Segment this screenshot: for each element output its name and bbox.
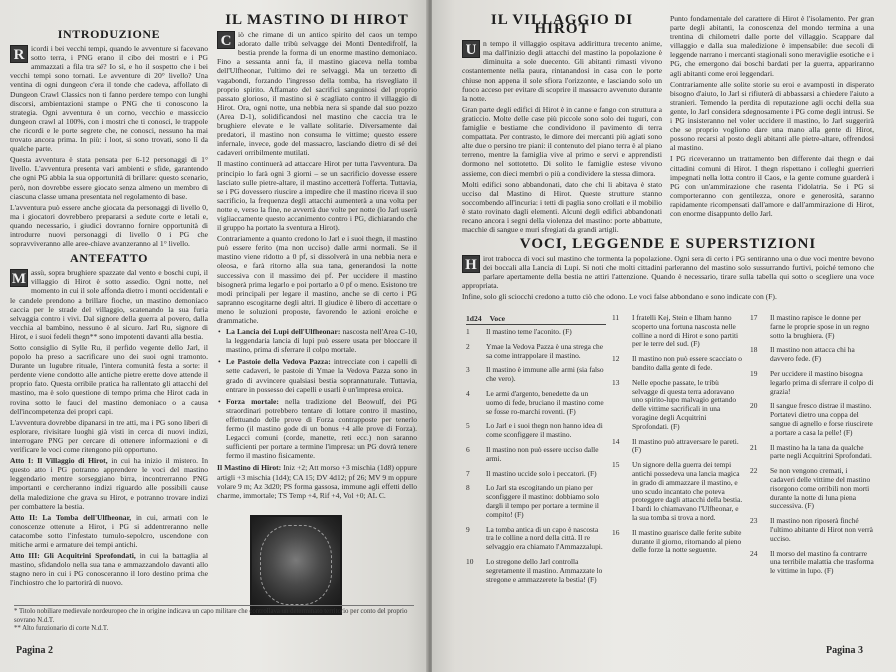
rumor-number: 16 — [612, 527, 620, 537]
page-number-right: Pagina 3 — [826, 645, 863, 656]
rumor-text: Il sangue fresco distrae il mastino. Portatevi dietro una coppa del sangue di agnello e forse riuscirete a portare a casa la pelle! (F) — [770, 401, 873, 437]
rumor-number: 18 — [750, 345, 758, 355]
rumor-number: 15 — [612, 460, 620, 470]
page-number-left: Pagina 2 — [16, 645, 53, 656]
footnote-1: * Titolo nobiliare medievale nordeuropeo che in origine indicava un capo militare che controllava un determinato territorio per conto del proprio sovrano N.d.T. — [14, 608, 408, 624]
rumor-number: 2 — [466, 341, 470, 351]
voci-paragraph-2: Infine, solo gli sciocchi credono a tutto ciò che odono. Le voci false abbondano e sono indicate con (F). — [462, 292, 777, 302]
rumor-number: 1 — [466, 327, 470, 336]
rumor-text: I fratelli Kej, Stein e Ilham hanno scoperto una fortuna nascosta nelle colline a nord di Hirot e sono partiti per le terre del sud. (F) — [632, 313, 739, 349]
rumor-number: 24 — [750, 548, 758, 558]
villaggio-paragraph-4: Punto fondamentale del carattere di Hirot è l'isolamento. Per gran parte degli abitanti, la conoscenza del mondo termina a una trentina di chilometri dalle porte del villaggio. Scappare dal villaggio e dalla sua maledizione è impensabile: due secoli di leggende narrano i mercanti stagionali sono meraviglie esotiche e i PG, che emergono dai boschi bardati per la guerra, appariranno agli abitanti come eroi leggendari. — [670, 14, 874, 78]
villaggio-paragraph-6: I PG riceveranno un trattamento ben differente dai thegn e dai cittadini comuni di Hirot. I thegn rispettano i colleghi guerrieri impegnati nella lotta contro il Caos, e la gente comune guarderà i PG con un'ammirazione che rasenta l'idolatria. Se i PG si comporteranno con gentilezza, onore e generosità, saranno rapidamente ricompensati dall'amore e dall'ammirazione di Hirot, con enorme disappunto dello Jarl. — [670, 154, 874, 218]
antefatto-heading: ANTEFATTO — [69, 251, 149, 266]
bullet-lancia: • La Lancia dei Lupi dell'Ulfheonar: nascosta nell'Area C-10, la leggendaria lancia di lupi può essere usata per bloccare il mastino, prima di sferrare il colpo mortale. — [217, 327, 417, 354]
rumor-text: Il mastino uccide solo i peccatori. (F) — [486, 468, 597, 478]
rumor-text: Il mastino non riposerà finché l'ultimo abitante di Hirot non verrà ucciso. — [770, 516, 873, 543]
rumor-number: 13 — [612, 377, 620, 387]
stat-block: Il Mastino di Hirot: Iniz +2; Att morso +3 mischia (1d8) oppure artigli +3 mischia (1d4); CA 15; DV 4d12; pf 26; MV 9 m oppure volare 9 m; Az 3d20; PS forma gassosa, immune agli effetti dello charme, immortale; TS Temp +4, Rif +4, Vol +0; AL C. — [217, 463, 417, 500]
right-column-2 — [670, 14, 874, 236]
rumor-number: 10 — [466, 556, 474, 566]
intro-paragraph-2: Questa avventura è stata pensata per 6-12 personaggi di 1° livello. L'avventura presenta vari ambienti e sfide, garantendo che ogni PG abbia la sua opportunità di brillare: questo scenario, però, non dovrebbe essere giocato senza almeno un membro di ciascuna classe umana presentata nel regolamento di base. — [10, 155, 208, 201]
hound-face-illustration — [250, 515, 342, 615]
mastino-paragraph-2: Il mastino continuerà ad attaccare Hirot per tutta l'avventura. Da principio lo farà ogni 3 giorni – se un sacrificio dovesse essere lasciato sulle pietre-altare, il mastino accetterà l'offerta. Tuttavia, se i PG dovessero riuscire a impedire che il mastino riceva il suo sacrificio, la frequenza degli attacchi aumenterà a una volta per notte e, verso la fine, ne avverrà due volte per notte (lo Jarl userà vigliaccamente questo accanimento contro i PG, dichiarando che il gruppo ha portato la sventura a Hirot). — [217, 159, 417, 233]
rumor-text: Per uccidere il mastino bisogna legarlo prima di sferrare il colpo di grazia! — [770, 368, 874, 396]
voci-heading: VOCI, LEGGENDE E SUPERSTIZIONI — [519, 238, 817, 252]
rumor-number: 8 — [466, 483, 470, 493]
antefatto-paragraph-2: Sotto consiglio di Sylle Ru, il perfido vegente dello Jarl, il popolo ha preso a sacrificare uno dei suoi ogni tramonto. Durante un lugubre rituale, l'intera comunità festa a sorte: il perdente viene condotto alle antiche pietre erette dove attende il proprio fato. Questa orribile pratica ha rallentato gli attacchi del mastino, ma è solo questione di tempo prima che Hirot cada in rovina sotto le fauci del mastino demoniaco o a causa dell'incompetenza dei propri capi. — [10, 343, 208, 416]
rumor-column-1 — [466, 328, 606, 584]
mastino-heading: IL MASTINO DI HIROT — [225, 14, 409, 28]
intro-paragraph-1: R icordi i bei vecchi tempi, quando le avventure si facevano sotto terra, i PNG erano il cibo dei mostri e i PG ammazzati a fila tra sé? Io sì, e ho il sospetto che i bei vecchi tempi sono tornati. Le avventure di 20° livello? Una ventina di ogni dungeon c'era il tonde che cadeva, affollato di Dungeon Crawl Classics non ti fanno perdere tempo con lunghi discorsi, ambientazioni stampe o PNG che ti conoscono la strategia. Ogni avventura è un corno, vecchio e massiccio dungeon crawl al 100%, con i mostri che ti conosci, le trappole che ricordi e le porte segrete che, ne conosci, nessuno ha mai trovato ancora prima. In più: i loot, si sono trovati, sono lì da qualche parte. — [10, 44, 208, 154]
rumor-text: Il mastino è immune alle armi (sia falso che vero). — [486, 365, 604, 384]
rumor-number: 11 — [612, 313, 620, 322]
rumor-text: Ymae la Vedova Pazza è una strega che sa come intrappolare il mastino. — [486, 341, 604, 360]
rumor-text: Un signore della guerra dei tempi antichi possedeva una lancia magica in grado di ammazzare il mastino, e uno scudo incantato che poteva proteggere dagli attacchi della bestia. I bardi lo chiamavano l'Ulfheonar, e la sua tomba si trova a nord. — [632, 460, 743, 522]
left-column-1 — [10, 28, 208, 598]
footnotes — [14, 605, 414, 634]
atto-3: Atto III: Gli Acquitrini Sprofondati, in cui la battaglia al mastino, sfidandolo nella sua tana e ammazzandolo davanti allo stagno nero in cui i PG conosceranno il loro destino prima che l'inchiostro che lo partorirà di nuovo. — [10, 551, 208, 588]
rumor-text: Lo stregone dello Jarl controlla segretamente il mastino. Ammazzate lo stregone e ammazzerete la bestia! (F) — [486, 556, 603, 584]
rumor-column-3 — [750, 314, 874, 576]
mastino-paragraph-1: C iò che rimane di un antico spirito del caos un tempo adorato dalle tribù selvagge dei Monti Dentedifrolf, la bestia prende la forma di un enorme mastino demoniaco. Fino a sessanta anni fa, il mastino giaceva nella tomba dell'Ulfheonar, l'ultimo dei re selvaggi. Ma un terzetto di vagabondi, forzando l'ingresso della tomba, ha risvegliato il proprio spirito. Affamato del sacrifici sanguinosi del proprio passato glorioso, il mastino si è scagliato contro il villaggio di Hirot. Ora, ogni notte, una nebbia nera si spande dal suo pozzo (Area D-1), solidificandosi nel mastino che caccia tra le brughiere elevate e le vallate solitarie. Diversamente dai predatori, il mastino non consuma le vittime; questo essere infernale, invece, gode del massacro, lasciando dietro di sé dei cadaveri orribilmente mutilati. — [217, 30, 417, 158]
footnote-2: ** Alto funzionario di corte N.d.T. — [14, 625, 109, 632]
rumor-table-header — [466, 314, 606, 325]
table-header-voce: Voce — [489, 314, 505, 323]
drop-cap-m: M — [11, 271, 27, 288]
atto-2: Atto II: La Tomba dell'Ulfheonar, in cui, armati con le conoscenze ottenute a Hirot, i PG si addentreranno nelle catacombe sotto l'infestato tumulo-sepolcro, uscendone con mitiche armi e armature dei tempi antichi. — [10, 512, 208, 549]
atto-1: Atto I: Il Villaggio di Hirot, in cui ha inizio il mistero. In questo atto i PG potranno apprendere le voci del mastino leggendario mentre sorseggiano birra, incontrerranno PNG importanti e cercheranno indizi riguardo alle possibili cause della maledizione che grava su Hirot, e potranno trovare indizi per combattere la bestia. — [10, 456, 208, 511]
villaggio-heading: IL VILLAGGIO DI HIROT — [490, 14, 634, 38]
villaggio-paragraph-3: Molti edifici sono abbandonati, dato che chi li abitava è stato ucciso dal Mastino di Hirot. Queste strutture stanno soccombendo all'incuria: i tetti di paglia sono crollati e il mobilio è stato rovinato dagli elementi. Alcuni degli edifici abbandonati recano ancora i segni della violenza del mastino: porte abbattute, macchie di sangue e muri sfregiati da grandi artigli. — [462, 179, 662, 235]
antefatto-paragraph-3: L'avventura dovrebbe dipanarsi in tre atti, ma i PG sono liberi di esplorare, rivisitare luoghi già visti in cerca di nuovi indizi, interrogare PNG per cercare di ottenere informazioni e di verificare le voci come ritengono più opportuno. — [10, 417, 208, 455]
villaggio-paragraph-1: U n tempo il villaggio ospitava addirittura trecento anime, ma dall'inizio degli attacchi del mastino la popolazione è diminuita a sole duecento. Gli abitanti rimasti vivono costantemente nella paura, rintanandosi in casa con le porte chiuse non appena il sole sfiora l'orizzonte, e lasciando solo un fuoco acceso per evitare di scoprire il massacro avvenuto durante la notte. — [462, 39, 662, 103]
rumor-text: Se non vengono cremati, i cadaveri delle vittime del mastino risorgono come orribili non morti durante la notte di luna piena successiva. (F) — [770, 466, 871, 511]
drop-cap-h: H — [462, 255, 480, 273]
rumor-text: Il mastino non può essere scacciato o bandito dalla gente di fede. — [632, 354, 743, 372]
rumor-number: 5 — [466, 421, 470, 431]
villaggio-paragraph-2: Gran parte degli edifici di Hirot è in canne e fango con struttura a graticcio. Molte delle case più piccole sono solo dei tuguri, con famiglie e bestiame che condividono il pavimento di terra compattata. Per contrasto, le dimore dei mercanti più agiati sono alte due o persino tre piani: il contenuto del piano terra è al piano terreno, mentre la famiglia vive al primo e servi e apprendisti dormono nel sottotetto. Di solito le famiglie estese vivono assieme, con dieci membri o più a condividere la stessa dimora. — [462, 104, 662, 178]
rumor-number: 19 — [750, 368, 758, 378]
rumor-number: 12 — [612, 354, 620, 364]
bullet-pastoie: • Le Pastoie della Vedova Pazza: intrecciate con i capelli di sette cadaveri, le pastoie di Ymae la Vedova Pazza sono in grado di avvincere qualsiasi bestia soprannaturale. Tuttavia, entrare in possesso dei capelli e usarli è un'impresa eroica. — [217, 357, 417, 393]
drop-cap-r: R — [10, 45, 28, 63]
rumor-text: Le armi d'argento, benedette da un uomo di fede, bruciano il mastino come se fosse ro-marchi roventi. (F) — [486, 388, 604, 416]
rumor-number: 17 — [750, 313, 758, 322]
rumor-text: Il mastino può attraversare le pareti. (F) — [632, 436, 739, 455]
rumor-number: 6 — [466, 444, 470, 454]
voci-section — [462, 238, 874, 310]
voci-paragraph-1: H irot trabocca di voci sul mastino che tormenta la popolazione. Ogni sera di certo i PG sentiranno una o due voci mentre bevono dei boccali alla Lancia di Lupi. Si noti che molti cittadini parleranno del mastino solo sussurrando furtivi, poiché temono che parlare apertamente della bestia ne attiri l'attenzione. Quando è necessario, tirare sulla tabella qui sotto o scegliere una voce appropriata. — [462, 254, 874, 291]
drop-cap-c: C — [217, 31, 235, 49]
rumor-number: 22 — [750, 466, 758, 476]
rumor-number: 7 — [466, 468, 470, 478]
rumor-number: 21 — [750, 442, 758, 452]
rumor-text: Il mastino rapisce le donne per farne le proprie spose in un regno sotto la brughiera. (F) — [770, 313, 870, 340]
rumor-text: Il mastino ha la tana da qualche parte negli Acquitrini Sprofondati. — [770, 442, 872, 461]
rumor-text: Lo Jarl e i suoi thegn non hanno idea di come sconfiggere il mastino. — [486, 421, 603, 440]
rumor-text: Nelle epoche passate, le tribù selvagge di questa terra adoravano uno spirito-lupo malvagio gettando delle vittime sacrificali in una voragine degli Acquitrini Sprofondati. (F) — [632, 377, 737, 431]
antefatto-paragraph-1: M assù, sopra brughiere spazzate dal vento e boschi cupi, il villaggio di Hirot è sotto assedio. Ogni notte, nel momento in cui il sole affonda dietro i monti occidentali e le candele prendono a brillare fioche, un mastino demoniaco caccia per le strade del villaggio, scatenando la sua furia selvaggia contro i vivi. Dal signore della guerra al povero, dalla vecchia al bambino, nessuno è al sicuro. Jarl Ru, signore di Hirot, e i suoi fedeli thegn** sono impotenti davanti alla bestia. — [10, 268, 208, 341]
table-header-die: 1d24 — [466, 314, 482, 323]
rumor-number: 14 — [612, 436, 620, 446]
rumor-number: 9 — [466, 524, 470, 534]
mastino-paragraph-3: Contrariamente a quanto credono lo Jarl e i suoi thegn, il mastino può essere ferito (ma non ucciso) dalle armi normali. Se il mastino viene ridotto a 0 pf, si dissolverà in una nebbia nera e oleosa, e farà ritorno alla sua tana, generandosi la notte successiva con il massimo dei pf. Per uccidere il mastino bisognerà prima legarlo e poi portarlo a 0 pf o meno. Esistono tre modi principali per legare il mastino, anche se di certo i PG sapranno escogitarne degli altri. Il giudice è libero di accettare o meno le soluzioni proposte, favorendo le azioni eroiche e drammatiche. — [217, 234, 417, 325]
rumor-text: La tomba antica di un capo è nascosta tra le colline a nord della città. Il re selvaggio era chiamato l'Ammazzalupi. — [486, 524, 603, 552]
villaggio-paragraph-5: Contrariamente alle solite storie su eroi e avamposti in disperato bisogno d'aiuto, lo Jarl si rifiuterà di abbassarsi a chiedere l'aiuto a stranieri. Temendo la perdita di reputazione agli occhi della sua gente, lo Jarl considera sdegnosamente i PG come degli intrusi. Se i PG insisteranno nel voler uccidere il mastino, lo Jarl suggerirà che se proprio vogliono dare una mano alla gente di Hirot, possono recarsi al posto degli abitanti alle pietre-altare, offrendosi al mastino. — [670, 79, 874, 153]
right-column-1 — [462, 14, 662, 254]
drop-cap-u: U — [462, 40, 480, 58]
rumor-column-2 — [612, 314, 744, 555]
rumor-number: 4 — [466, 388, 470, 398]
bullet-forza: • Forza mortale: nella tradizione del Beowulf, dei PG straordinari potrebbero tentare di lottare contro il mastino, effettuando delle prove di Forza contrapposte per tenerlo fermo (il mastino gode di un bonus +4 alle prove di Forza). Legacci comuni (corde, manette, reti ecc.) non saranno sufficienti per portare a termine l'impresa: un PG dovrà tenere fermo il mastino fisicamente. — [217, 397, 417, 461]
rumor-text: Il mastino guarisce dalle ferite subite durante il giorno, ritornando al pieno delle forze la notte seguente. — [632, 527, 742, 555]
left-column-2 — [217, 14, 417, 514]
intro-paragraph-3: L'avventura può essere anche giocata da personaggi di livello 0, ma i giocatori dovrebbero prepararsi a sedute corte e letali e, quando necessario, i giudici dovranno fornire opportunità di introdurre nuovi personaggi di livello 0 i PG che sopravviveranno alle aree-chiave avanzeranno al 1° livello. — [10, 202, 208, 249]
rumor-number: 20 — [750, 401, 758, 411]
rumor-text: Il morso del mastino fa contrarre una terribile malattia che trasforma le vittime in lupo. (F) — [770, 548, 874, 576]
rumor-text: Il mastino non può essere ucciso dalle armi. — [486, 444, 599, 463]
rumor-text: Il mastino non attacca chi ha davvero fede. (F) — [770, 345, 855, 364]
rumor-text: Il mastino teme l'aconito. (F) — [486, 327, 572, 336]
rumor-number: 23 — [750, 516, 758, 526]
rumor-number: 3 — [466, 365, 470, 375]
rumor-text: Lo Jarl sta escogitando un piano per sconfiggere il mastino: dobbiamo solo dargli il tempo per portare a termine il compito! (F) — [486, 483, 600, 519]
intro-heading: INTRODUZIONE — [57, 28, 161, 41]
